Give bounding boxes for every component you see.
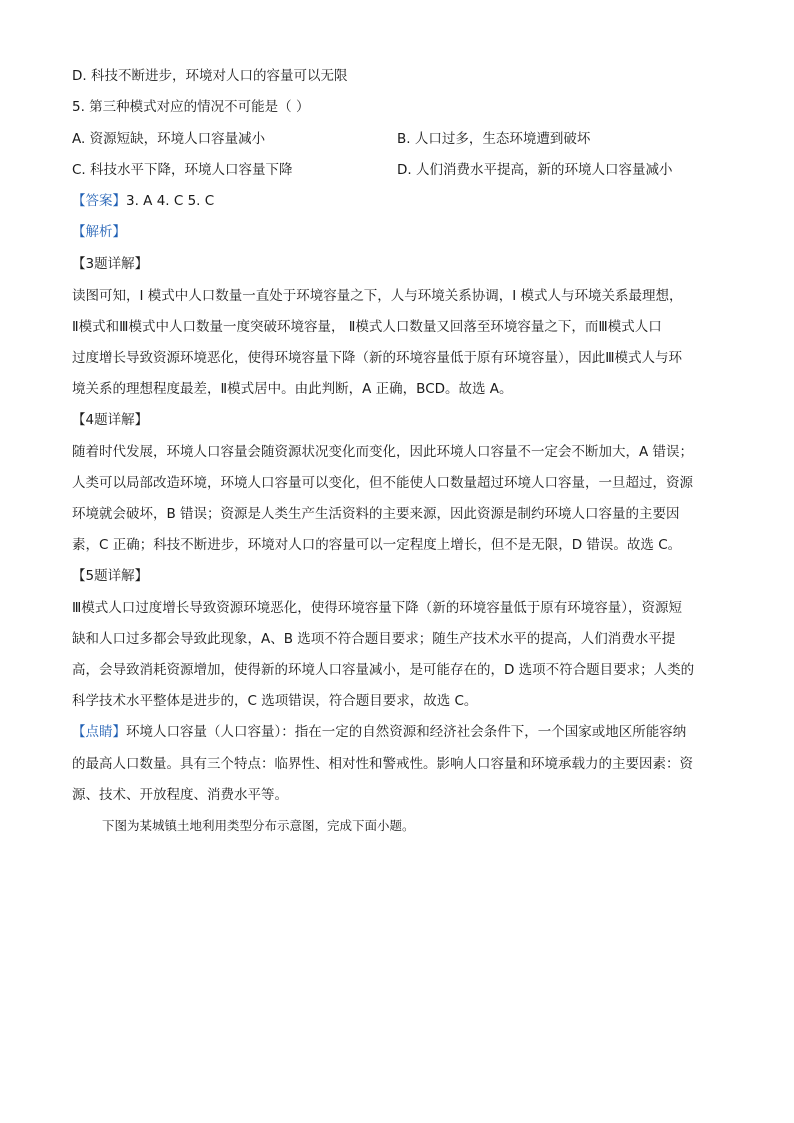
q4-line-3: 环境就会破坏，B 错误；资源是人类生产生活资料的主要来源，因此资源是制约环境人口容量的主要因 (72, 506, 680, 522)
q5-stem: 5. 第三种模式对应的情况不可能是（ ） (72, 99, 310, 115)
q4-line-1: 随着时代发展，环境人口容量会随资源状况变化而变化，因此环境人口容量不一定会不断加大，A 错误； (72, 444, 694, 460)
q4-detail-tag: 【4题详解】 (72, 412, 149, 428)
answer-text: 3. A 4. C 5. C (126, 193, 215, 209)
q3-detail-tag: 【3题详解】 (72, 256, 149, 272)
q4-option-d: D. 科技不断进步，环境对人口的容量可以无限 (72, 68, 348, 84)
q3-line-1: 读图可知，I 模式中人口数量一直处于环境容量之下，人与环境关系协调，I 模式人与环境关系最理想， (72, 288, 683, 304)
note-text-1: 环境人口容量（人口容量）：指在一定的自然资源和经济社会条件下，一个国家或地区所能容纳 (126, 724, 687, 740)
note-line-2: 的最高人口数量。具有三个特点：临界性、相对性和警戒性。影响人口容量和环境承载力的主要因素：资 (72, 756, 693, 772)
q5-detail-tag: 【5题详解】 (72, 568, 149, 584)
answer-line (72, 191, 722, 211)
note-line-1 (72, 722, 722, 742)
q4-line-4: 素，C 正确；科技不断进步，环境对人口的容量可以一定程度上增长，但不是无限，D 错误。故选 C。 (72, 537, 682, 553)
q4-line-2: 人类可以局部改造环境，环境人口容量可以变化，但不能使人口数量超过环境人口容量，一旦超过，资源 (72, 475, 693, 491)
q3-line-3: 过度增长导致资源环境恶化，使得环境容量下降（新的环境容量低于原有环境容量），因此Ⅲ模式人与环 (72, 350, 683, 366)
q3-line-2: Ⅱ模式和Ⅲ模式中人口数量一度突破环境容量， Ⅱ模式人口数量又回落至环境容量之下，而Ⅲ模式人口 (72, 319, 662, 335)
q5-detail-line-3: 高，会导致消耗资源增加，使得新的环境人口容量减小，是可能存在的，D 选项不符合题目要求；人类的 (72, 662, 695, 678)
q3-line-4: 境关系的理想程度最差，Ⅱ模式居中。由此判断，A 正确，BCD。故选 A。 (72, 381, 513, 397)
next-question-intro: 下图为某城镇土地利用类型分布示意图，完成下面小题。 (102, 818, 415, 833)
q5-detail-line-1: Ⅲ模式人口过度增长导致资源环境恶化，使得环境容量下降（新的环境容量低于原有环境容量），资源短 (72, 600, 683, 616)
q5-option-a: A. 资源短缺，环境人口容量减小 (72, 131, 266, 147)
q5-detail-line-2: 缺和人口过多都会导致此现象，A、B 选项不符合题目要求；随生产技术水平的提高，人们消费水平提 (72, 631, 676, 647)
note-tag: 【点睛】 (72, 724, 126, 740)
note-line-3: 源、技术、开放程度、消费水平等。 (72, 787, 288, 803)
q5-option-b: B. 人口过多，生态环境遭到破坏 (397, 131, 591, 147)
analysis-tag: 【解析】 (72, 224, 126, 240)
answer-tag: 【答案】 (72, 193, 126, 209)
q5-option-d: D. 人们消费水平提高，新的环境人口容量减小 (397, 162, 673, 178)
q5-option-c: C. 科技水平下降，环境人口容量下降 (72, 162, 293, 178)
q5-detail-line-4: 科学技术水平整体是进步的，C 选项错误，符合题目要求，故选 C。 (72, 693, 478, 709)
